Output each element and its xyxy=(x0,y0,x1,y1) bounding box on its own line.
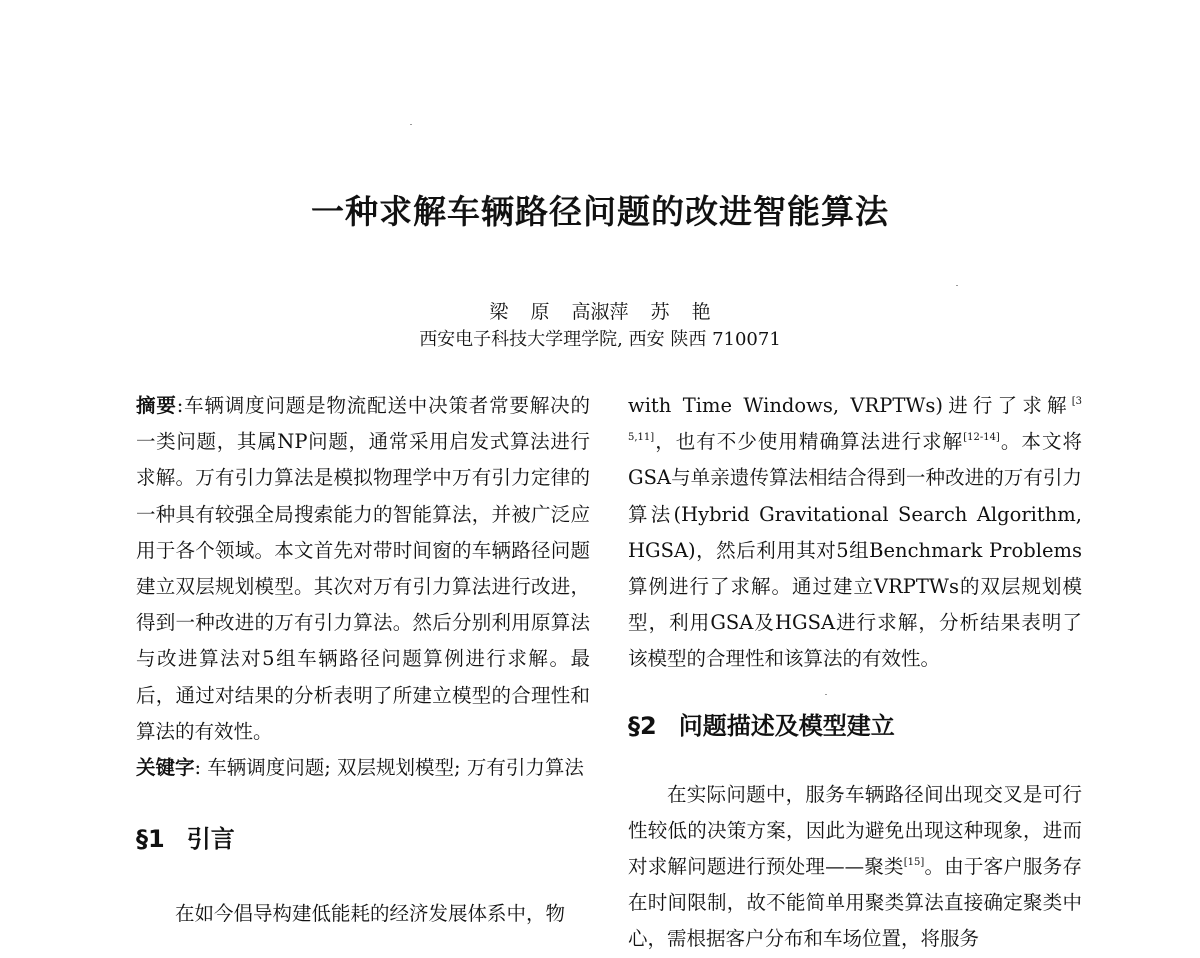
section-2-text-2: 。由于客户服务存在时间限制，故不能简单用聚类算法直接确定聚类中心，需根据客户分布和车场位置，将服务 xyxy=(628,855,1082,951)
citation-ref-3: [15] xyxy=(903,857,925,869)
intro-text-3: 。本文将GSA与单亲遗传算法相结合得到一种改进的万有引力算法(Hybrid Gravitational Search Algorithm, HGSA)，然后利用其对5组Benchmark Problems算例进行了求解。通过建立VRPTWs的双层规划模型，利用GSA及HGSA进行求解，分析结果表明了该模型的合理性和该算法的有效性。 xyxy=(628,430,1082,671)
intro-first-line: 在如今倡导构建低能耗的经济发展体系中，物 xyxy=(175,902,566,926)
keywords-text: : 车辆调度问题; 双层规划模型; 万有引力算法 xyxy=(194,756,584,780)
keywords-paragraph xyxy=(136,750,590,786)
citation-ref-1: [3 5,11] xyxy=(628,396,1082,444)
author-list: 梁 原 高淑萍 苏 艳 xyxy=(489,301,711,323)
abstract-label: 摘要 xyxy=(136,394,177,417)
right-column xyxy=(628,388,1082,958)
section-2-title: 问题描述及模型建立 xyxy=(678,711,895,740)
section-1-heading xyxy=(136,822,590,856)
intro-text-1: with Time Windows, VRPTWs)进行了求解 xyxy=(628,394,1072,417)
section-2-heading xyxy=(628,709,1082,743)
intro-continuation xyxy=(628,388,1082,678)
section-2-text-1: 在实际问题中，服务车辆路径间出现交叉是可行性较低的决策方案，因此为避免出现这种现象，进而对求解问题进行预处理——聚类 xyxy=(628,782,1082,879)
section-2-paragraph xyxy=(628,777,1082,958)
citation-ref-2: [12-14] xyxy=(963,432,1000,444)
scan-speck xyxy=(410,124,412,125)
section-1-title: 引言 xyxy=(186,825,235,854)
abstract-paragraph xyxy=(136,388,590,750)
abstract-text: :车辆调度问题是物流配送中决策者常要解决的一类问题，其属NP问题，通常采用启发式算法进行求解。万有引力算法是模拟物理学中万有引力定律的一种具有较强全局搜索能力的智能算法，并被广泛应用于各个领域。本文首先对带时间窗的车辆路径问题建立双层规划模型。其次对万有引力算法进行改进，得到一种改进的万有引力算法。然后分别利用原算法与改进算法对5组车辆路径问题算例进行求解。最后，通过对结果的分析表明了所建立模型的合理性和算法的有效性。 xyxy=(136,394,590,743)
scan-speck xyxy=(825,694,827,695)
paper-title: 一种求解车辆路径问题的改进智能算法 xyxy=(311,192,889,231)
affiliation: 西安电子科技大学理学院, 西安 陕西 710071 xyxy=(419,329,781,350)
intro-text-2: ，也有不少使用精确算法进行求解 xyxy=(654,430,964,454)
section-2-number: §2 xyxy=(628,711,657,740)
keywords-label: 关键字 xyxy=(136,756,195,780)
section-1-number: §1 xyxy=(136,825,165,854)
scan-speck xyxy=(956,285,958,286)
left-column xyxy=(136,388,590,932)
